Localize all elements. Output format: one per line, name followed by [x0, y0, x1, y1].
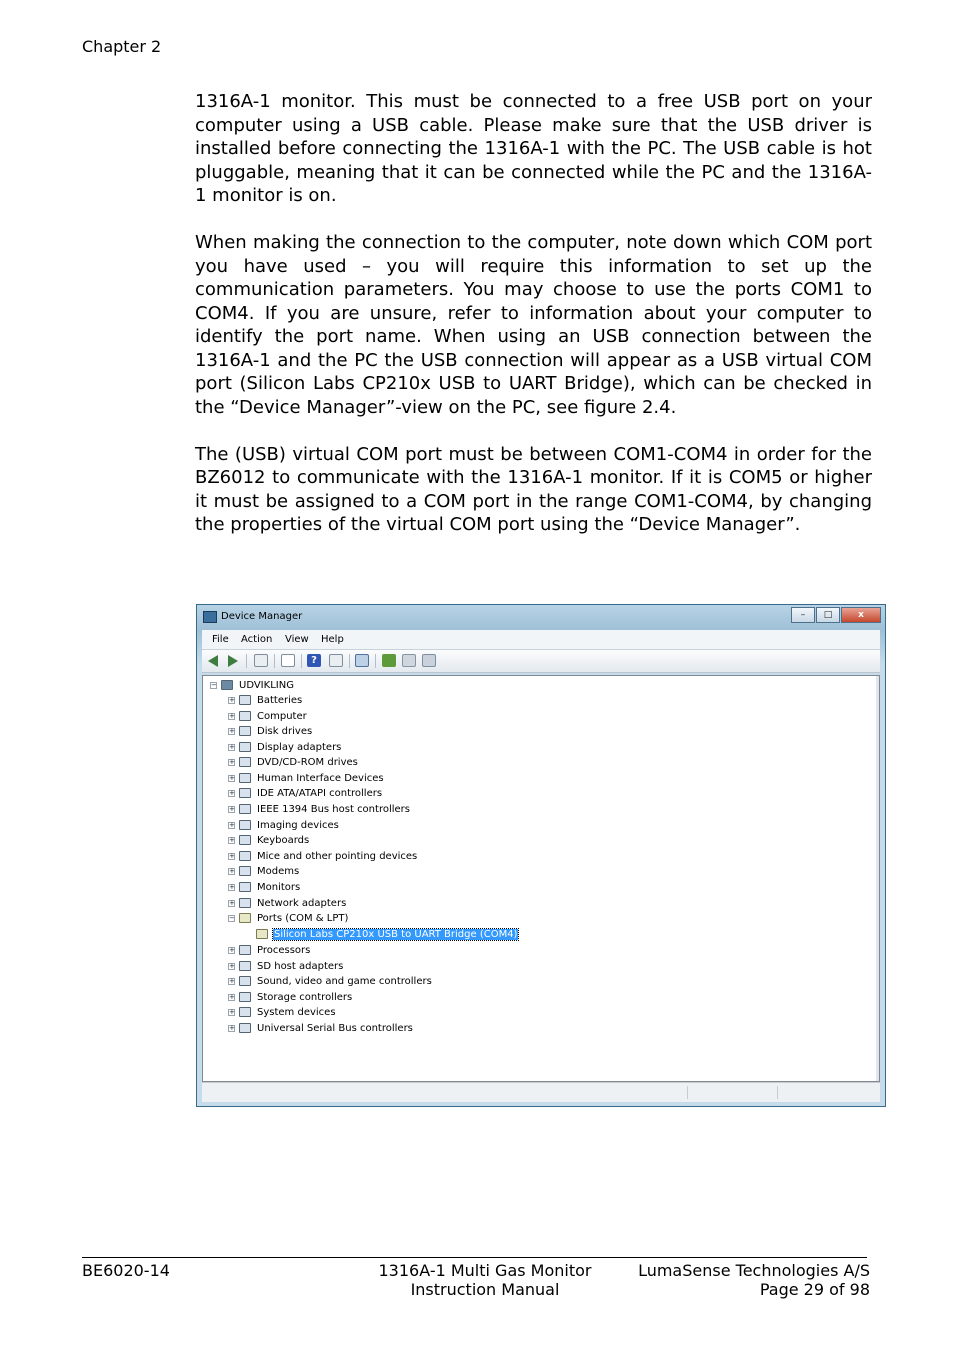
show-action-pane-icon[interactable]	[329, 654, 343, 667]
update-driver-icon[interactable]	[382, 654, 396, 667]
show-hide-console-tree-icon[interactable]	[254, 654, 268, 667]
tree-item-label: Keyboards	[257, 834, 310, 846]
status-divider	[777, 1086, 778, 1099]
status-bar	[202, 1082, 880, 1102]
battery-icon	[239, 695, 251, 705]
collapse-icon[interactable]: −	[211, 680, 217, 689]
footer-doc-id: BE6020-14	[82, 1261, 170, 1280]
tree-item-system-devices[interactable]	[228, 1005, 337, 1019]
chapter-header: Chapter 2	[82, 37, 162, 56]
expand-icon[interactable]: +	[229, 788, 235, 797]
tree-scrollbar[interactable]	[876, 676, 879, 1081]
toolbar-separator	[349, 654, 350, 668]
computer-icon	[221, 680, 233, 690]
expand-icon[interactable]: +	[229, 866, 235, 875]
tree-item-imaging-devices[interactable]	[228, 818, 340, 832]
expand-icon[interactable]: +	[229, 851, 235, 860]
tree-item-batteries[interactable]	[228, 693, 303, 707]
toolbar-separator	[375, 654, 376, 668]
tree-item-label: Storage controllers	[257, 991, 353, 1003]
forward-icon[interactable]	[228, 655, 238, 667]
ide-controller-icon	[239, 788, 251, 798]
tree-item-storage-controllers[interactable]	[228, 990, 353, 1004]
footer-page: Page 29 of 98	[759, 1280, 870, 1299]
tree-item-network-adapters[interactable]	[228, 896, 347, 910]
tree-item-sound-controllers[interactable]	[228, 974, 433, 988]
tree-item-label: Display adapters	[257, 741, 342, 753]
tree-item-label: IDE ATA/ATAPI controllers	[257, 787, 383, 799]
back-icon[interactable]	[208, 655, 218, 667]
device-manager-icon	[203, 611, 217, 623]
tree-item-usb-controllers[interactable]	[228, 1021, 414, 1035]
ieee1394-icon	[239, 804, 251, 814]
keyboard-icon	[239, 835, 251, 845]
modem-icon	[239, 866, 251, 876]
tree-item-label: Processors	[257, 944, 311, 956]
system-device-icon	[239, 1007, 251, 1017]
tree-item-label: Sound, video and game controllers	[257, 975, 432, 987]
expand-icon[interactable]: +	[229, 711, 235, 720]
tree-item-label: Computer	[257, 710, 307, 722]
expand-icon[interactable]: +	[229, 992, 235, 1001]
tree-item-label: Silicon Labs CP210x USB to UART Bridge (COM4)	[274, 928, 518, 940]
tree-root[interactable]	[210, 678, 295, 692]
tree-item-ide-controllers[interactable]	[228, 786, 383, 800]
display-adapter-icon	[239, 742, 251, 752]
expand-icon[interactable]: +	[229, 1007, 235, 1016]
scan-hardware-changes-icon[interactable]	[355, 654, 369, 667]
expand-icon[interactable]: +	[229, 882, 235, 891]
tree-root-label: UDVIKLING	[239, 679, 294, 691]
expand-icon[interactable]: +	[229, 757, 235, 766]
expand-icon[interactable]: +	[229, 976, 235, 985]
tree-item-label: Ports (COM & LPT)	[257, 912, 349, 924]
tree-item-label: SD host adapters	[257, 960, 344, 972]
paragraph-usb-connection: 1316A-1 monitor. This must be connected to a free USB port on your computer using a USB cable. Please make sure that the USB driver is installed before connecting the 1316A-1 with the PC. The USB cable is hot pluggable, meaning that it can be connected while the PC and the 1316A-1 monitor is on.	[195, 91, 872, 206]
tree-item-silicon-labs-com4[interactable]	[256, 927, 518, 941]
window-controls	[790, 607, 881, 623]
tree-item-label: Network adapters	[257, 897, 347, 909]
tree-item-disk-drives[interactable]	[228, 724, 313, 738]
expand-icon[interactable]: +	[229, 1023, 235, 1032]
tree-item-sd-host-adapters[interactable]	[228, 959, 344, 973]
disable-device-icon[interactable]	[422, 654, 436, 667]
tree-item-label: System devices	[257, 1006, 336, 1018]
menu-file[interactable]: File	[212, 634, 229, 645]
menu-view[interactable]: View	[285, 634, 309, 645]
paragraph-com-port: When making the connection to the computer, note down which COM port you have used – you will require this information to set up the communication parameters. You may choose to use the ports COM1 to COM4. If you are unsure, refer to information about your computer to identify the port name. When using an USB connection between the 1316A-1 and the PC the USB connection will appear as a USB virtual COM port (Silicon Labs CP210x USB to UART Bridge), which can be checked in the “Device Manager”-view on the PC, see figure 2.4.	[195, 232, 872, 418]
hid-icon	[239, 773, 251, 783]
tree-item-label: DVD/CD-ROM drives	[257, 756, 358, 768]
port-icon	[239, 913, 251, 923]
processor-icon	[239, 945, 251, 955]
menu-help[interactable]: Help	[321, 634, 344, 645]
monitor-icon	[239, 882, 251, 892]
tree-item-mice[interactable]	[228, 849, 418, 863]
collapse-icon[interactable]: −	[229, 913, 235, 922]
tree-item-processors[interactable]	[228, 943, 311, 957]
window-titlebar[interactable]	[197, 605, 885, 629]
device-tree	[202, 675, 880, 1082]
dvd-drive-icon	[239, 757, 251, 767]
close-button[interactable]: x	[841, 607, 881, 623]
toolbar-separator	[274, 654, 275, 668]
tree-item-label: Mice and other pointing devices	[257, 850, 418, 862]
maximize-button[interactable]: □	[816, 607, 840, 623]
tree-item-keyboards[interactable]	[228, 833, 310, 847]
tree-item-label: Disk drives	[257, 725, 313, 737]
disk-drive-icon	[239, 726, 251, 736]
port-icon	[256, 929, 268, 939]
storage-controller-icon	[239, 992, 251, 1002]
status-divider	[687, 1086, 688, 1099]
tree-item-computer[interactable]	[228, 709, 308, 723]
toolbar-separator	[301, 654, 302, 668]
sd-card-icon	[239, 961, 251, 971]
tree-item-hid[interactable]	[228, 771, 385, 785]
expand-icon[interactable]: +	[229, 898, 235, 907]
uninstall-icon[interactable]	[402, 654, 416, 667]
tree-item-label: Batteries	[257, 694, 303, 706]
tree-item-monitors[interactable]	[228, 880, 301, 894]
expand-icon[interactable]: +	[229, 835, 235, 844]
expand-icon[interactable]: +	[229, 804, 235, 813]
expand-icon[interactable]: +	[229, 726, 235, 735]
footer-center	[340, 1261, 630, 1299]
expand-icon[interactable]: +	[229, 773, 235, 782]
toolbar	[202, 650, 880, 673]
tree-item-label: Human Interface Devices	[257, 772, 384, 784]
expand-icon[interactable]: +	[229, 742, 235, 751]
tree-item-label: Universal Serial Bus controllers	[257, 1022, 413, 1034]
usb-icon	[239, 1023, 251, 1033]
tree-item-ieee1394[interactable]	[228, 802, 411, 816]
minimize-button[interactable]: –	[791, 607, 815, 623]
tree-item-label: IEEE 1394 Bus host controllers	[257, 803, 410, 815]
tree-item-display-adapters[interactable]	[228, 740, 342, 754]
window-title: Device Manager	[221, 611, 303, 622]
tree-item-label: Modems	[257, 865, 300, 877]
expand-icon[interactable]: +	[229, 961, 235, 970]
help-icon[interactable]: ?	[307, 654, 321, 667]
footer-company: LumaSense Technologies A/S	[638, 1261, 870, 1280]
body-text	[195, 90, 872, 560]
menu-action[interactable]: Action	[241, 634, 273, 645]
tree-item-modems[interactable]	[228, 864, 300, 878]
expand-icon[interactable]: +	[229, 695, 235, 704]
tree-item-label: Imaging devices	[257, 819, 339, 831]
expand-icon[interactable]: +	[229, 820, 235, 829]
tree-item-dvd-drives[interactable]	[228, 755, 359, 769]
device-manager-window	[196, 604, 886, 1107]
network-adapter-icon	[239, 898, 251, 908]
menu-bar	[202, 630, 880, 650]
paragraph-virtual-com: The (USB) virtual COM port must be between COM1-COM4 in order for the BZ6012 to communicate with the 1316A-1 monitor. If it is COM5 or higher it must be assigned to a COM port in the range COM1-COM4, by changing the properties of the virtual COM port using the “Device Manager”.	[195, 443, 872, 535]
footer-right	[600, 1261, 870, 1299]
properties-icon[interactable]	[281, 654, 295, 667]
footer-manual: Instruction Manual	[410, 1280, 560, 1299]
speaker-icon	[239, 976, 251, 986]
footer-divider	[82, 1257, 867, 1258]
expand-icon[interactable]: +	[229, 945, 235, 954]
camera-icon	[239, 820, 251, 830]
toolbar-separator	[246, 654, 247, 668]
mouse-icon	[239, 851, 251, 861]
tree-item-ports[interactable]	[228, 911, 349, 925]
footer-product: 1316A-1 Multi Gas Monitor	[378, 1261, 592, 1280]
computer-icon	[239, 711, 251, 721]
tree-item-label: Monitors	[257, 881, 301, 893]
